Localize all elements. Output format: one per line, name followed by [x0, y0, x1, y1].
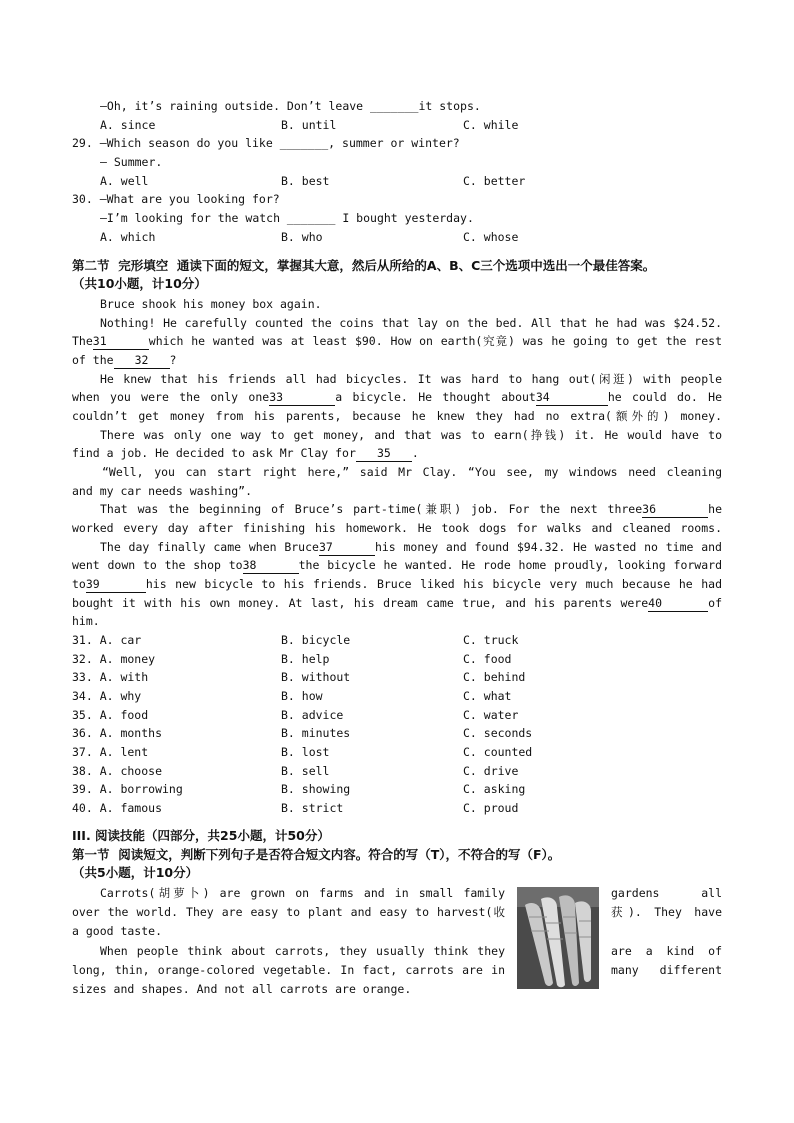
option-38-a: 38. A. choose — [72, 764, 163, 778]
part-3-title: III. 阅读技能（四部分，共25小题，计50分） — [72, 828, 330, 843]
q29-option-b: B. best — [281, 174, 330, 188]
passage-p3-line2: when you were the only one33 a bicycle. He thought about34 he could do. He — [72, 390, 723, 404]
option-33-b: B. without — [281, 670, 351, 684]
blank-33: 33 — [269, 389, 335, 406]
option-33-a: 33. A. with — [72, 670, 149, 684]
option-35-a: 35. A. food — [72, 708, 149, 722]
option-31-a: 31. A. car — [72, 633, 142, 647]
blank-32: 32 — [114, 352, 170, 369]
option-37-a: 37. A. lent — [72, 745, 149, 759]
passage-p5-line1: “Well, you can start right here,” said Mr Clay. “You see, my windows need cleaning — [102, 465, 722, 479]
blank-37: 37 — [319, 539, 375, 556]
question-29-answer: — Summer. — [100, 155, 163, 169]
q29-option-c: C. better — [463, 174, 526, 188]
option-33-c: C. behind — [463, 670, 526, 684]
blank-40: 40 — [648, 595, 708, 612]
section-2-heading: 第二节 完形填空 通读下面的短文，掌握其大意，然后从所给的A、B、C三个选项中选出一个最佳答案。 — [72, 258, 656, 273]
question-29-stem: 29. —Which season do you like _______, summer or winter? — [72, 136, 460, 150]
passage-p2-line2: The31 which he wanted was at least $90. How on earth(究竟) was he going to get the rest — [72, 334, 722, 348]
part-3-section-subheading: （共5小题，计10分） — [72, 865, 199, 880]
passage-p3-line1: He knew that his friends all had bicycles. It was hard to hang out(闲逛) with people — [100, 372, 722, 386]
option-40-c: C. proud — [463, 801, 519, 815]
carrot-line3: a good taste. — [72, 924, 163, 938]
passage-p6-line2: worked every day after finishing his homework. He took dogs for walks and cleaned rooms. — [72, 521, 722, 535]
question-30-stem: 30. —What are you looking for? — [72, 192, 280, 206]
passage-p7-line5: him. — [72, 614, 100, 628]
option-38-c: C. drive — [463, 764, 519, 778]
option-31-c: C. truck — [463, 633, 519, 647]
passage-p7-line3: to39 his new bicycle to his friends. Bruce liked his bicycle very much because he had — [72, 577, 722, 591]
carrot-line6: sizes and shapes. And not all carrots are orange. — [72, 982, 412, 996]
passage-p1: Bruce shook his money box again. — [100, 297, 322, 311]
q28-option-c: C. while — [463, 118, 519, 132]
option-34-c: C. what — [463, 689, 512, 703]
carrot-line4-right: are a kind of — [611, 944, 722, 958]
option-32-a: 32. A. money — [72, 652, 156, 666]
option-36-b: B. minutes — [281, 726, 351, 740]
passage-p4-line2: find a job. He decided to ask Mr Clay for 35 . — [72, 446, 419, 460]
carrot-line5-left: long, thin, orange-colored vegetable. In fact, carrots are in — [72, 963, 505, 977]
carrot-line5-right: many different — [611, 963, 722, 977]
carrot-line2-right: 获). They have — [611, 905, 722, 919]
q29-option-a: A. well — [100, 174, 149, 188]
carrot-photo — [517, 887, 599, 989]
option-36-a: 36. A. months — [72, 726, 163, 740]
passage-p7-line2: went down to the shop to38 the bicycle he wanted. He rode home proudly, looking forward — [72, 558, 722, 572]
q30-option-c: C. whose — [463, 230, 519, 244]
section-2-subheading: （共10小题，计10分） — [72, 276, 207, 291]
passage-p2-line1: Nothing! He carefully counted the coins that lay on the bed. All that he had was $24.52. — [100, 316, 722, 330]
option-37-b: B. lost — [281, 745, 330, 759]
option-39-a: 39. A. borrowing — [72, 782, 183, 796]
option-34-a: 34. A. why — [72, 689, 142, 703]
option-39-c: C. asking — [463, 782, 526, 796]
carrot-line4-left: When people think about carrots, they usually think they — [100, 944, 505, 958]
passage-p2-line3: of the 32 ? — [72, 353, 177, 367]
option-35-c: C. water — [463, 708, 519, 722]
option-40-b: B. strict — [281, 801, 344, 815]
option-32-b: B. help — [281, 652, 330, 666]
q28-option-a: A. since — [100, 118, 156, 132]
passage-p7-line1: The day finally came when Bruce37 his money and found $94.32. He wasted no time and — [100, 540, 722, 554]
blank-36: 36 — [642, 501, 708, 518]
option-35-b: B. advice — [281, 708, 344, 722]
q28-option-b: B. until — [281, 118, 337, 132]
blank-38: 38 — [243, 557, 299, 574]
blank-31: 31 — [93, 333, 149, 350]
option-37-c: C. counted — [463, 745, 533, 759]
carrot-line1-left: Carrots(胡萝卜) are grown on farms and in small family — [100, 886, 505, 900]
option-38-b: B. sell — [281, 764, 330, 778]
option-39-b: B. showing — [281, 782, 351, 796]
carrot-line1-right: gardens all — [611, 886, 722, 900]
question-30-answer: —I’m looking for the watch _______ I bought yesterday. — [100, 211, 474, 225]
question-28-stem: —Oh, it’s raining outside. Don’t leave _______it stops. — [100, 99, 481, 113]
blank-35: 35 — [356, 445, 412, 462]
option-36-c: C. seconds — [463, 726, 533, 740]
q30-option-b: B. who — [281, 230, 323, 244]
passage-p4-line1: There was only one way to get money, and that was to earn(挣钱) it. He would have to — [100, 428, 722, 442]
passage-p6-line1: That was the beginning of Bruce’s part-time(兼职) job. For the next three36 he — [100, 502, 722, 516]
carrot-line2-left: over the world. They are easy to plant and easy to harvest(收 — [72, 905, 505, 919]
passage-p3-line3: couldn’t get money from his parents, because he knew they had no extra(额外的) money. — [72, 409, 722, 423]
blank-34: 34 — [536, 389, 608, 406]
option-31-b: B. bicycle — [281, 633, 351, 647]
option-40-a: 40. A. famous — [72, 801, 163, 815]
part-3-section-heading: 第一节 阅读短文，判断下列句子是否符合短文内容。符合的写（T），不符合的写（F）。 — [72, 847, 561, 862]
option-32-c: C. food — [463, 652, 512, 666]
option-34-b: B. how — [281, 689, 323, 703]
passage-p7-line4: bought it with his own money. At last, his dream came true, and his parents were40 of — [72, 596, 722, 610]
q30-option-a: A. which — [100, 230, 156, 244]
passage-p5-line2: and my car needs washing”. — [72, 484, 253, 498]
blank-39: 39 — [86, 576, 146, 593]
